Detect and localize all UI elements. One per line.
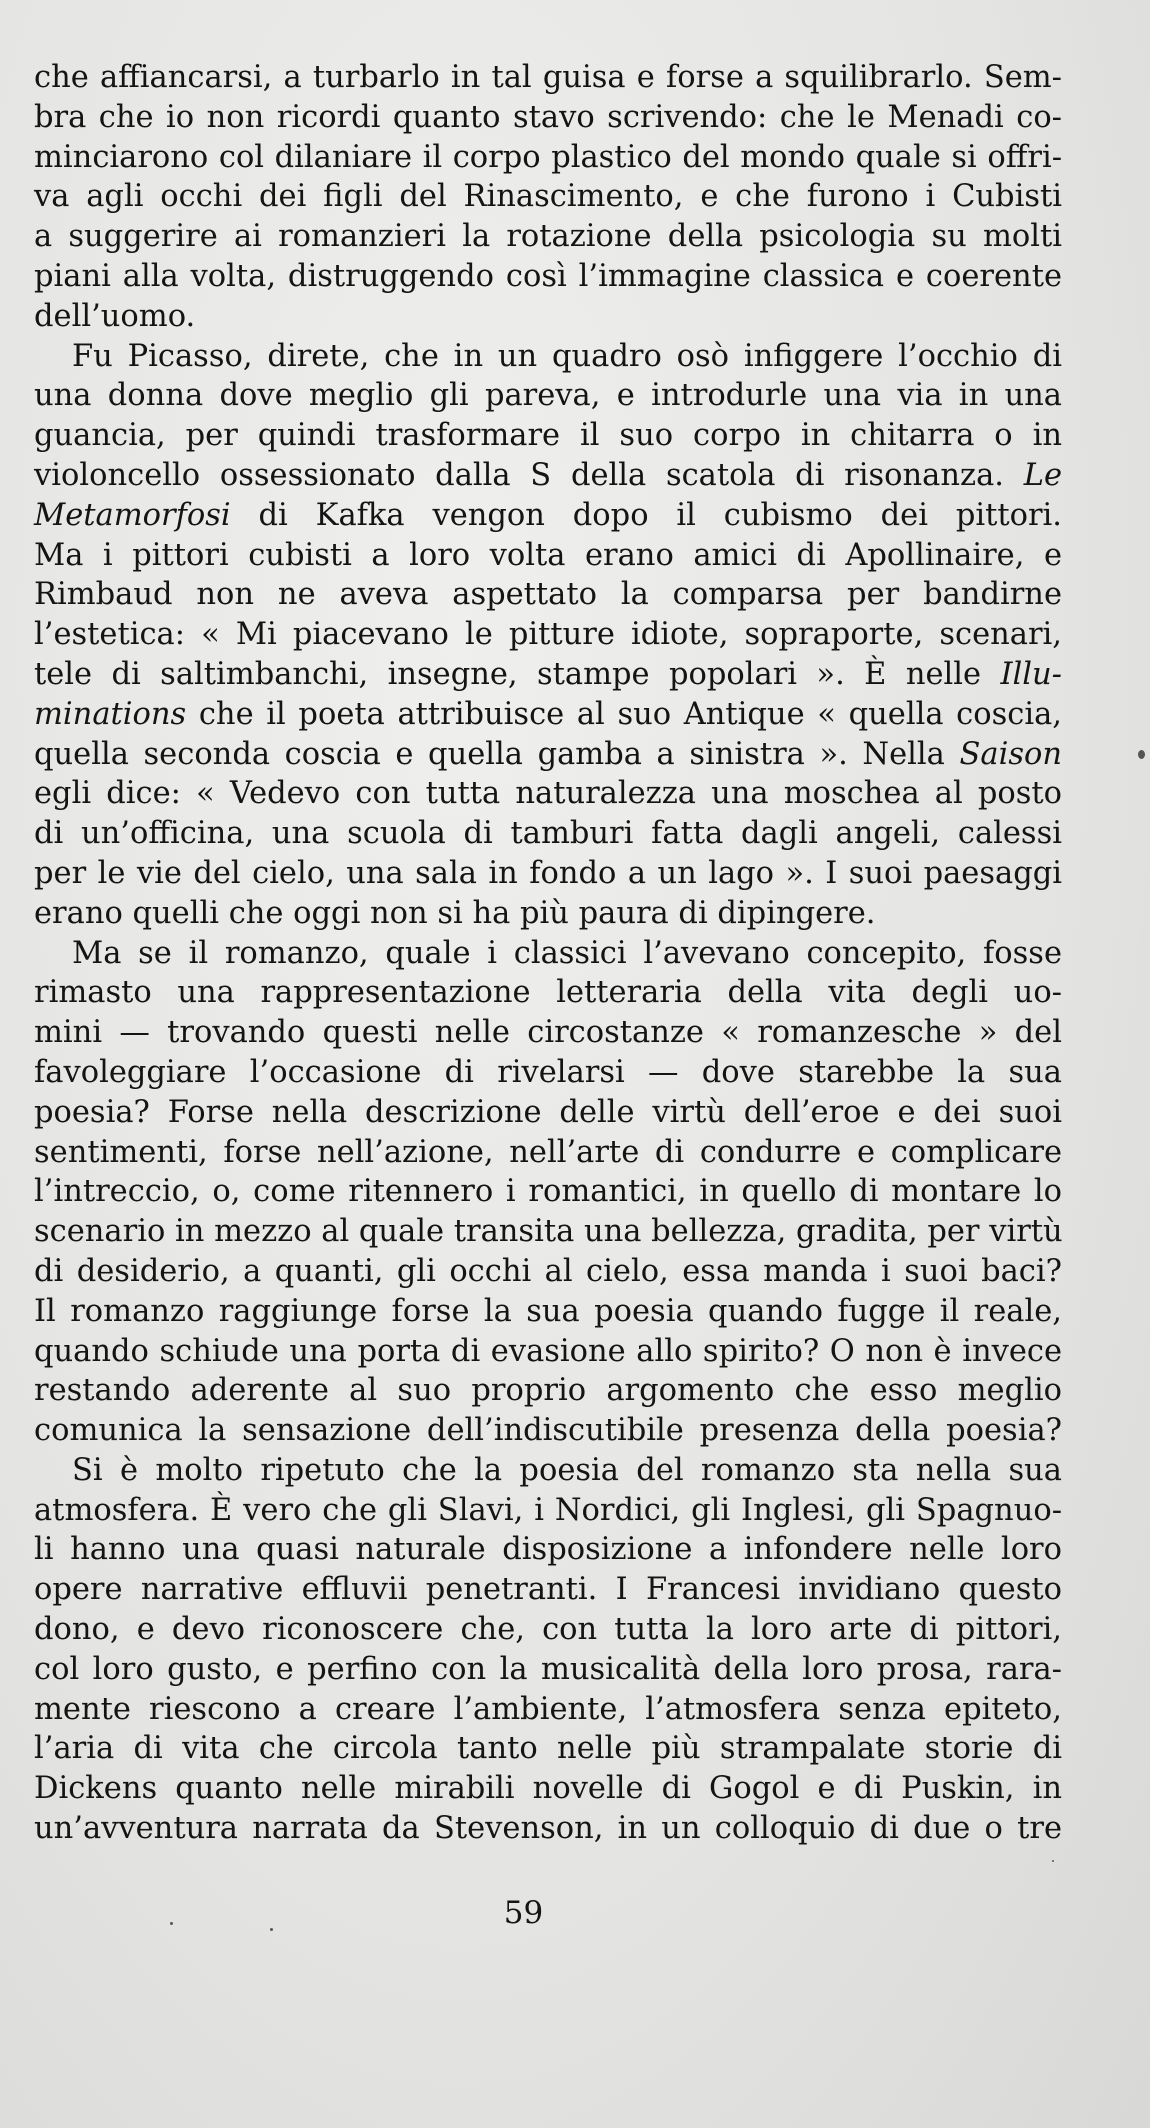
text-segment: erano quelli che oggi non si ha più paura di dipingere.: [34, 895, 876, 931]
text-segment: minciarono col dilaniare il corpo plastico del mondo quale si offri-: [34, 139, 1062, 175]
text-line: [34, 1411, 1062, 1451]
text-segment: piani alla volta, distruggendo così l’immagine classica e coerente: [34, 258, 1062, 294]
text-segment: mini — trovando questi nelle circostanze « romanzesche » del: [34, 1015, 1062, 1051]
text-segment: Si è molto ripetuto che la poesia del romanzo sta nella sua: [72, 1452, 1062, 1488]
text-segment: guancia, per quindi trasformare il suo corpo in chitarra o in: [34, 418, 1062, 454]
text-segment: sentimenti, forse nell’azione, nell’arte di condurre e complicare: [34, 1134, 1062, 1170]
text-line: [34, 1093, 1062, 1133]
text-line: [34, 1451, 1062, 1491]
text-segment: rimasto una rappresentazione letteraria della vita degli uo-: [34, 975, 1062, 1011]
text-segment: di un’officina, una scuola di tamburi fatta dagli angeli, calessi: [34, 816, 1062, 852]
text-line: [34, 416, 1062, 456]
text-segment: che il poeta attribuisce al suo Antique « quella coscia,: [186, 696, 1062, 732]
text-line: [34, 1133, 1062, 1173]
text-line: [34, 257, 1062, 297]
text-line: [34, 536, 1062, 576]
text-segment: restando aderente al suo proprio argomento che esso meglio: [34, 1373, 1062, 1409]
text-segment: li hanno una quasi naturale disposizione a infondere nelle loro: [34, 1532, 1062, 1568]
italic-title: Illu-: [1000, 656, 1062, 692]
text-line: [34, 297, 1062, 337]
print-speck: [170, 1922, 173, 1925]
text-segment: Dickens quanto nelle mirabili novelle di Gogol e di Puskin, in: [34, 1771, 1062, 1807]
text-segment: Il romanzo raggiunge forse la sua poesia quando fugge il reale,: [34, 1293, 1062, 1329]
text-segment: quando schiude una porta di evasione allo spirito? O non è invece: [34, 1333, 1062, 1369]
text-segment: Fu Picasso, direte, che in un quadro osò infiggere l’occhio di: [72, 338, 1062, 374]
text-segment: l’intreccio, o, come ritennero i romantici, in quello di montare lo: [34, 1174, 1062, 1210]
text-segment: dell’uomo.: [34, 298, 196, 334]
text-line: [34, 1729, 1062, 1769]
text-line: [34, 973, 1062, 1013]
text-segment: bra che io non ricordi quanto stavo scrivendo: che le Menadi co-: [34, 99, 1062, 135]
text-line: [34, 1570, 1062, 1610]
text-line: [34, 1769, 1062, 1809]
text-line: [34, 1252, 1062, 1292]
text-segment: poesia? Forse nella descrizione delle virtù dell’eroe e dei suoi: [34, 1094, 1062, 1130]
text-line: [34, 1172, 1062, 1212]
text-segment: per le vie del cielo, una sala in fondo a un lago ». I suoi paesaggi: [34, 855, 1062, 891]
text-line: [34, 58, 1062, 98]
italic-title: Metamorfosi: [34, 497, 231, 533]
text-segment: tele di saltimbanchi, insegne, stampe popolari ». È nelle: [34, 656, 1001, 692]
print-speck: [270, 1928, 273, 1931]
text-segment: un’avventura narrata da Stevenson, in un colloquio di due o tre: [34, 1811, 1062, 1847]
text-line: [34, 1292, 1062, 1332]
text-line: [34, 1650, 1062, 1690]
text-segment: Ma se il romanzo, quale i classici l’avevano concepito, fosse: [72, 935, 1062, 971]
text-line: [34, 615, 1062, 655]
text-segment: Ma i pittori cubisti a loro volta erano amici di Apollinaire, e: [34, 537, 1062, 573]
text-segment: opere narrative effluvii penetranti. I Francesi invidiano questo: [34, 1572, 1062, 1608]
text-segment: a suggerire ai romanzieri la rotazione della psicologia su molti: [34, 219, 1062, 255]
text-line: [34, 1809, 1062, 1849]
text-line: [34, 575, 1062, 615]
italic-title: minations: [34, 696, 187, 732]
text-line: [34, 1371, 1062, 1411]
text-segment: che affiancarsi, a turbarlo in tal guisa e forse a squilibrarlo. Sem-: [34, 60, 1062, 95]
text-line: [34, 1491, 1062, 1531]
text-line: [34, 376, 1062, 416]
text-line: [34, 1610, 1062, 1650]
text-segment: di Kafka vengon dopo il cubismo dei pittori.: [230, 497, 1062, 533]
print-speck: [1138, 750, 1145, 759]
text-line: [34, 934, 1062, 974]
text-line: [34, 138, 1062, 178]
text-line: [34, 1332, 1062, 1372]
text-segment: atmosfera. È vero che gli Slavi, i Nordici, gli Inglesi, gli Spagnuo-: [34, 1492, 1062, 1528]
text-line: [34, 217, 1062, 257]
text-segment: favoleggiare l’occasione di rivelarsi — dove starebbe la sua: [34, 1054, 1062, 1090]
text-segment: scenario in mezzo al quale transita una bellezza, gradita, per virtù: [34, 1214, 1063, 1250]
text-segment: di desiderio, a quanti, gli occhi al cielo, essa manda i suoi baci?: [34, 1253, 1062, 1289]
text-line: [34, 177, 1062, 217]
print-speck: [1052, 1860, 1054, 1862]
text-line: [34, 1212, 1062, 1252]
text-line: [34, 1530, 1062, 1570]
italic-title: Saison: [959, 736, 1062, 772]
text-line: [34, 456, 1062, 496]
text-line: [34, 496, 1062, 536]
text-segment: egli dice: « Vedevo con tutta naturalezza una moschea al posto: [34, 776, 1062, 812]
text-line: [34, 98, 1062, 138]
text-line: [34, 1013, 1062, 1053]
text-segment: violoncello ossessionato dalla S della scatola di risonanza.: [34, 457, 1024, 493]
text-segment: dono, e devo riconoscere che, con tutta la loro arte di pittori,: [34, 1612, 1062, 1648]
text-segment: va agli occhi dei figli del Rinascimento, e che furono i Cubisti: [34, 179, 1062, 215]
italic-title: Le: [1023, 457, 1062, 493]
body-text: [34, 58, 1062, 1849]
text-segment: quella seconda coscia e quella gamba a sinistra ». Nella: [34, 736, 960, 772]
text-line: [34, 894, 1062, 934]
page-number: 59: [503, 1895, 544, 1931]
text-segment: una donna dove meglio gli pareva, e introdurle una via in una: [34, 378, 1062, 414]
text-line: [34, 814, 1062, 854]
text-line: [34, 735, 1062, 775]
text-segment: comunica la sensazione dell’indiscutibile presenza della poesia?: [34, 1413, 1062, 1449]
text-segment: l’estetica: « Mi piacevano le pitture idiote, sopraporte, scenari,: [34, 617, 1062, 653]
text-line: [34, 854, 1062, 894]
text-line: [34, 337, 1062, 377]
text-line: [34, 655, 1062, 695]
text-line: [34, 1690, 1062, 1730]
text-line: [34, 695, 1062, 735]
text-line: [34, 1053, 1062, 1093]
text-segment: Rimbaud non ne aveva aspettato la comparsa per bandirne: [34, 577, 1062, 613]
text-segment: col loro gusto, e perfino con la musicalità della loro prosa, rara-: [34, 1651, 1062, 1687]
text-segment: mente riescono a creare l’ambiente, l’atmosfera senza epiteto,: [34, 1691, 1062, 1727]
text-line: [34, 774, 1062, 814]
text-segment: l’aria di vita che circola tanto nelle più strampalate storie di: [34, 1731, 1062, 1767]
